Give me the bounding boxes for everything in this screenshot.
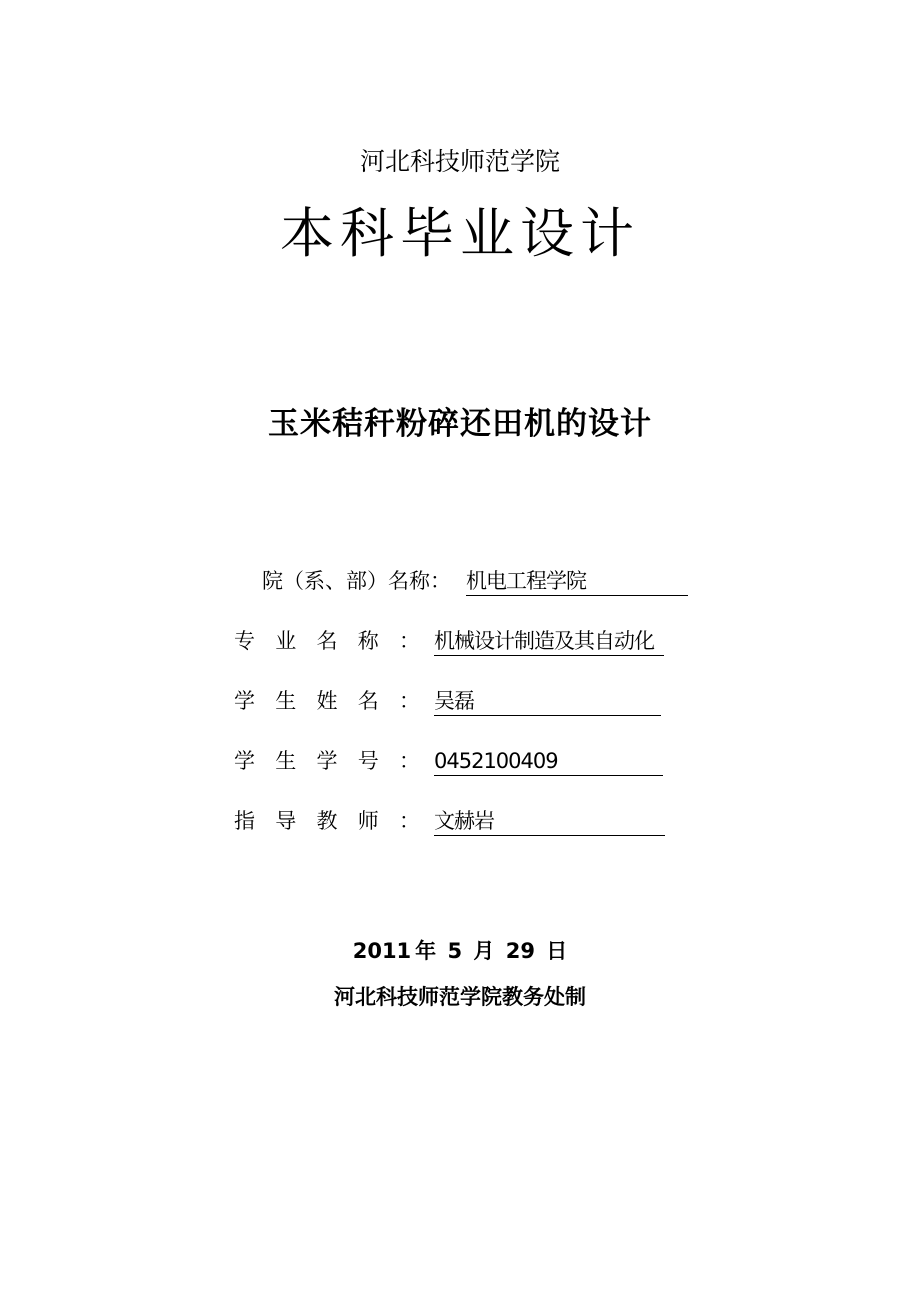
thesis-title: 玉米秸秆粉碎还田机的设计: [268, 406, 652, 442]
date-day-unit: 日: [546, 939, 568, 963]
student-id-value: 0452100409: [434, 744, 663, 776]
student-name-row: [234, 684, 674, 718]
major-label: 专 业 名 称 ：: [234, 629, 420, 653]
advisor-label: 指 导 教 师 ：: [234, 809, 420, 833]
date-month-unit: 月: [473, 939, 495, 963]
advisor-row: [234, 804, 674, 838]
date-day: 29: [505, 939, 535, 963]
date-year-unit: 年: [415, 939, 437, 963]
department-value: 机电工程学院: [466, 564, 688, 596]
department-row: [262, 564, 692, 598]
date-month: 5: [447, 939, 463, 963]
school-name: 河北科技师范学院: [359, 147, 560, 176]
submission-date: [0, 936, 920, 966]
date-year: 2011: [352, 939, 412, 963]
department-label: 院（系、部）名称：: [262, 569, 451, 593]
document-type-title: 本科毕业设计: [280, 202, 640, 265]
major-row: [234, 624, 674, 658]
student-name-label: 学 生 姓 名 ：: [234, 689, 420, 713]
student-name-value: 吴磊: [434, 684, 661, 716]
student-id-label: 学 生 学 号 ：: [234, 749, 420, 773]
major-value: 机械设计制造及其自动化: [434, 624, 664, 656]
student-id-row: [234, 744, 674, 778]
issuer: 河北科技师范学院教务处制: [334, 985, 586, 1009]
advisor-value: 文赫岩: [434, 804, 665, 836]
